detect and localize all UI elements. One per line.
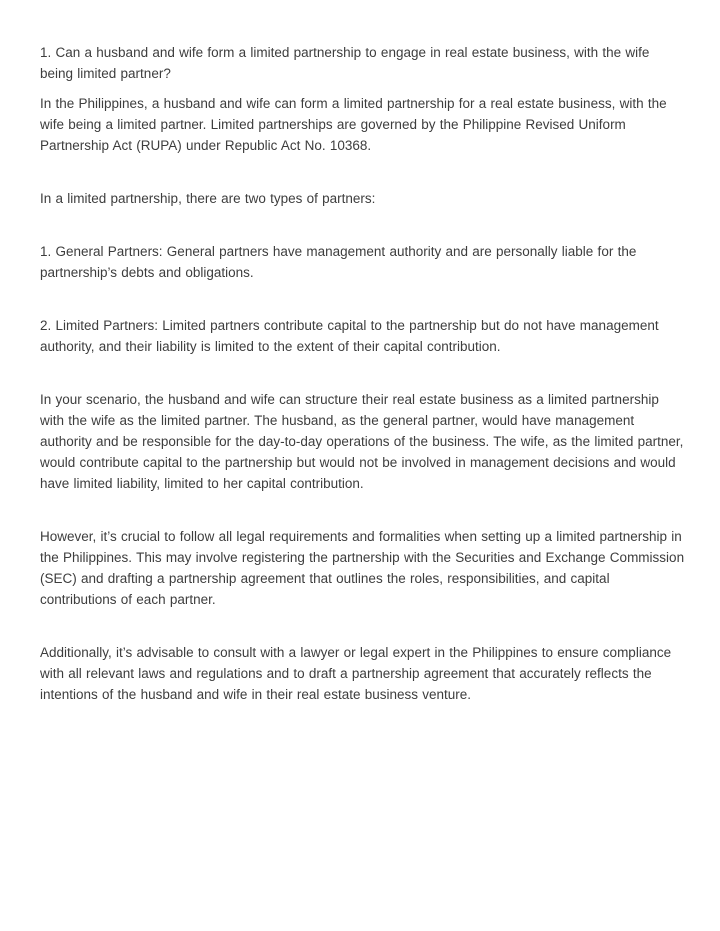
paragraph-legal-requirements: However, it’s crucial to follow all legal requirements and formalities when setting up a limited partnership in the Philippines. This may involve registering the partnership with the Securities and Exchange Commission (SEC) and drafting a partnership agreement that outlines the roles, responsibilities, and capital contributions of each partner.: [40, 529, 685, 607]
document-body: [40, 42, 685, 705]
paragraph-partner-types-lead: In a limited partnership, there are two types of partners:: [40, 191, 376, 206]
paragraph-advice: Additionally, it’s advisable to consult with a lawyer or legal expert in the Philippines to ensure compliance with all relevant laws and regulations and to draft a partnership agreement that accurately reflects the intentions of the husband and wife in their real estate business venture.: [40, 645, 672, 702]
paragraph-general-partners: 1. General Partners: General partners have management authority and are personally liable for the partnership’s debts and obligations.: [40, 244, 637, 280]
paragraph-scenario: In your scenario, the husband and wife can structure their real estate business as a limited partnership with the wife as the limited partner. The husband, as the general partner, would have management authority and be responsible for the day-to-day operations of the business. The wife, as the limited partner, would contribute capital to the partnership but would not be involved in management decisions and would have limited liability, limited to her capital contribution.: [40, 392, 684, 491]
paragraph-question: 1. Can a husband and wife form a limited partnership to engage in real estate business, with the wife being limited partner?: [40, 45, 650, 81]
paragraph-limited-partners: 2. Limited Partners: Limited partners contribute capital to the partnership but do not have management authority, and their liability is limited to the extent of their capital contribution.: [40, 318, 659, 354]
paragraph-intro: In the Philippines, a husband and wife can form a limited partnership for a real estate business, with the wife being a limited partner. Limited partnerships are governed by the Philippine Revised Uniform Partnership Act (RUPA) under Republic Act No. 10368.: [40, 96, 667, 153]
